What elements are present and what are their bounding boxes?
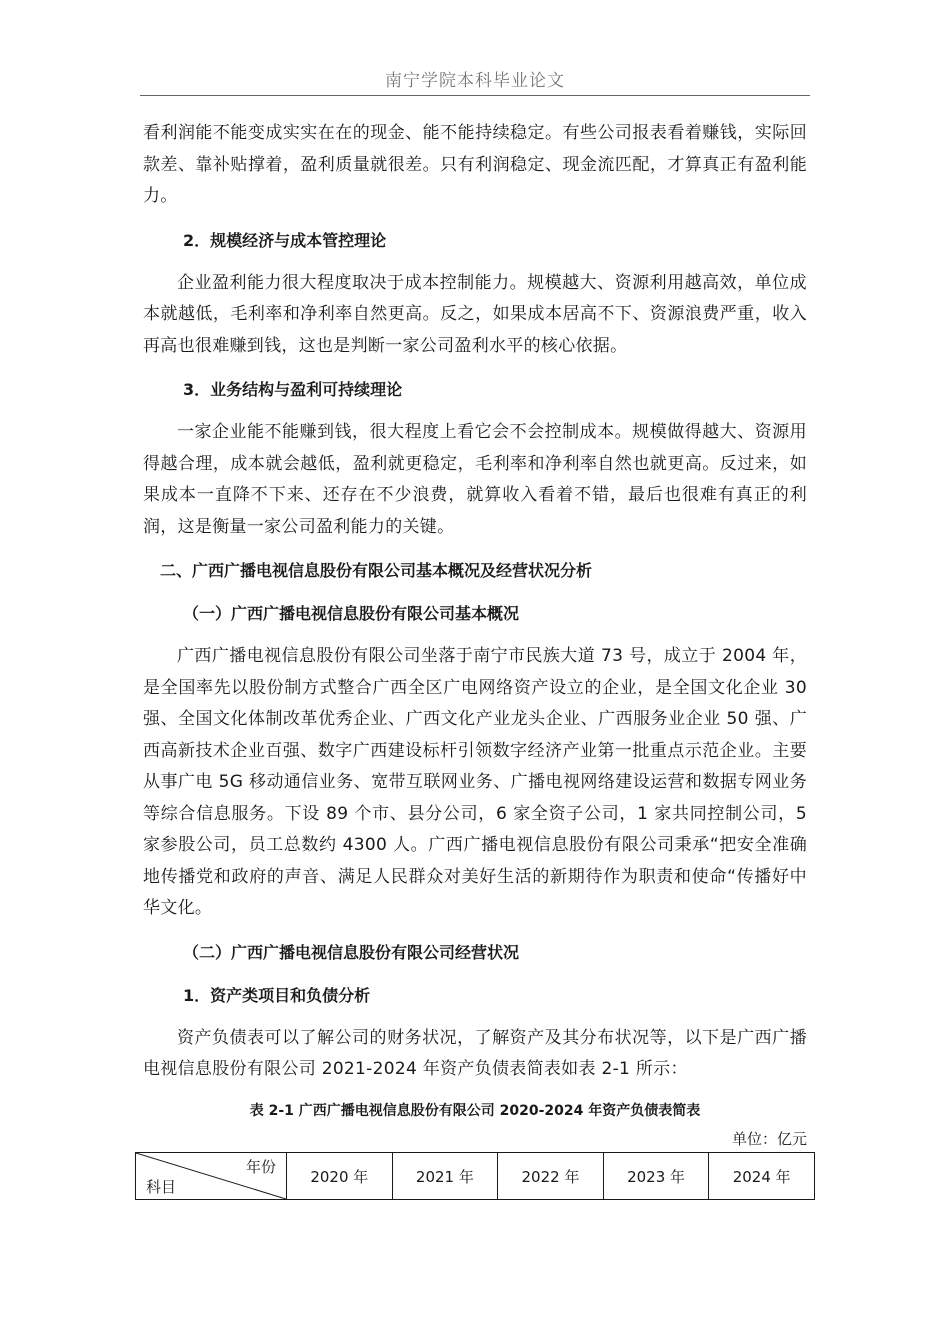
- table-header-year: 2022 年: [498, 1153, 604, 1200]
- heading-operating-status: （二）广西广播电视信息股份有限公司经营状况: [183, 942, 520, 962]
- table-caption: 表 2-1 广西广播电视信息股份有限公司 2020-2024 年资产负债表简表: [249, 1103, 701, 1119]
- paragraph-sustainability: 一家企业能不能赚到钱，很大程度上看它会不会控制成本。规模做得越大、资源用得越合理，成本就会越低，盈利就更稳定，毛利率和净利率自然也就更高。反过来，如果成本一直降不下来、还存在不少浪费，就算收入看着不错，最后也很难有真正的利润，这是衡量一家公司盈利能力的关键。: [143, 422, 807, 537]
- table-header-year: 2020 年: [287, 1153, 393, 1200]
- page-header-title: 南宁学院本科毕业论文: [385, 71, 565, 91]
- table-header-year: 2024 年: [709, 1153, 815, 1200]
- heading-business-structure: 3．业务结构与盈利可持续理论: [183, 380, 403, 399]
- corner-label-item: 科目: [146, 1178, 177, 1196]
- corner-label-year: 年份: [245, 1158, 276, 1176]
- paragraph-balance-sheet-intro: 资产负债表可以了解公司的财务状况，了解资产及其分布状况等，以下是广西广播电视信息股份有限公司 2021-2024 年资产负债表简表如表 2-1 所示：: [143, 1027, 807, 1079]
- heading-company-overview: （一）广西广播电视信息股份有限公司基本概况: [183, 604, 520, 623]
- heading-scale-economy: 2．规模经济与成本管控理论: [183, 230, 387, 250]
- paragraph-cost-control: 企业盈利能力很大程度取决于成本控制能力。规模越大、资源利用越高效，单位成本就越低，毛利率和净利率自然更高。反之，如果成本居高不下、资源浪费严重，收入再高也很难赚到钱，这也是判断一家公司盈利水平的核心依据。: [143, 272, 807, 356]
- paragraph-profit-quality: 看利润能不能变成实实在在的现金、能不能持续稳定。有些公司报表看着赚钱，实际回款差、靠补贴撑着，盈利质量就很差。只有利润稳定、现金流匹配，才算真正有盈利能力。: [143, 123, 807, 206]
- header-divider: [140, 95, 810, 96]
- table-header-year: 2023 年: [603, 1153, 709, 1200]
- table-unit: 单位：亿元: [731, 1130, 807, 1148]
- table-corner-cell: [136, 1153, 287, 1200]
- table-header-row: [136, 1153, 815, 1200]
- paragraph-company-overview: 广西广播电视信息股份有限公司坐落于南宁市民族大道 73 号，成立于 2004 年，是全国率先以股份制方式整合广西全区广电网络资产设立的企业，是全国文化企业 30 强、全国文化体制改革优秀企业、广西文化产业龙头企业、广西服务业企业 50 强、广西高新技术企业百强、数字广西建设标杆引领数字经济产业第一批重点示范企业。主要从事广电 5G 移动通信业务、宽带互联网业务、广播电视网络建设运营和数据专网业务等综合信息服务。下设 89 个市、县分公司，6 家全资子公司，1 家共同控制公司，5 家参股公司，员工总数约 4300 人。广西广播电视信息股份有限公司秉承“把安全准确地传播党和政府的声音、满足人民群众对美好生活的新期待作为职责和使命“传播好中华文化。: [143, 646, 807, 918]
- heading-assets-liabilities: 1．资产类项目和负债分析: [183, 985, 371, 1005]
- document-body: [143, 118, 807, 1098]
- table-header-year: 2021 年: [392, 1153, 498, 1200]
- heading-section-two: 二、广西广播电视信息股份有限公司基本概况及经营状况分析: [160, 561, 593, 580]
- balance-sheet-table: [135, 1152, 815, 1200]
